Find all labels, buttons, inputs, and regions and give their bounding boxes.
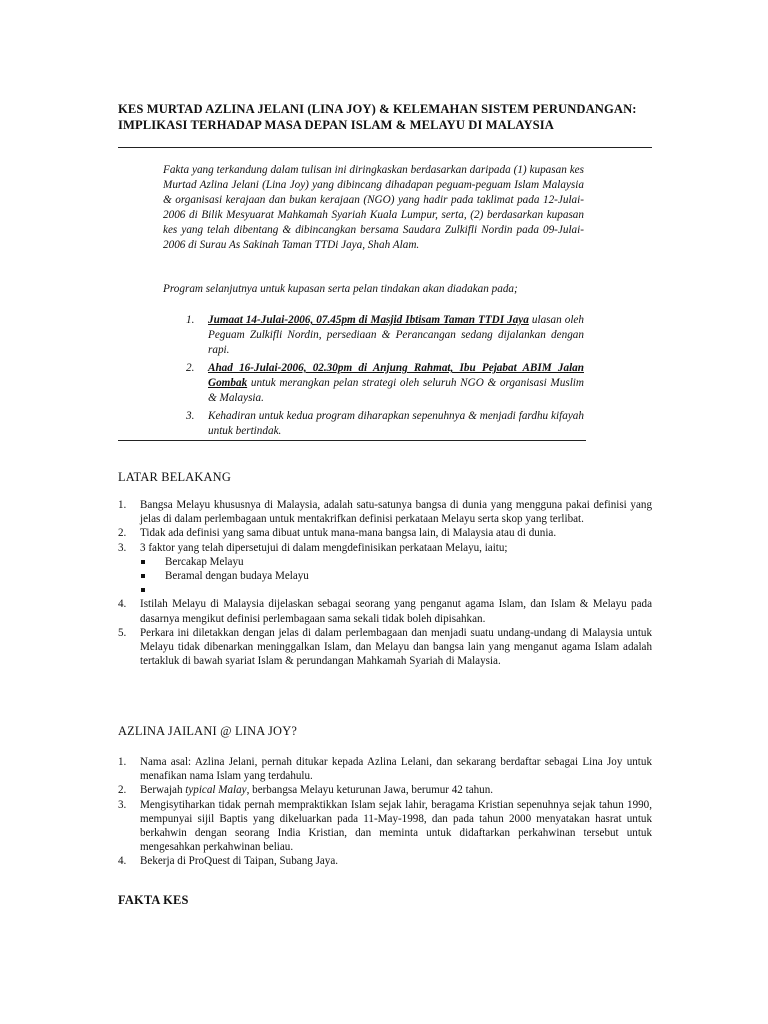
list-item (118, 498, 652, 526)
event-number: 2. (186, 362, 195, 374)
list-text: Bangsa Melayu khususnya di Malaysia, adalah satu-satunya bangsa di dunia yang mengguna pakai definisi yang jelas di dalam perlembagaan untuk mentakrifkan definisi perkataan Melayu serta skop yang terlibat. (140, 499, 652, 526)
list-text: Perkara ini diletakkan dengan jelas di dalam perlembagaan dan menjadi suatu undang-undang di Malaysia untuk Melayu tidak dibenarkan meninggalkan Islam, dan Melayu dan bangsa lain yang menganut agama Islam adalah tertakluk di bawah syariat Islam & perundangan Mahkamah Syariah di Malaysia. (140, 626, 652, 668)
event-item (163, 313, 584, 358)
event-text: ulasan oleh Peguam Zulkifli Nordin, persediaan & Perancangan sedang dijalankan dengan rapi. (208, 314, 584, 356)
list-text: , berbangsa Melayu keturunan Jawa, berumur 42 tahun. (246, 784, 494, 797)
list-text: Nama asal: Azlina Jelani, pernah ditukar kepada Azlina Lelani, dan sekarang berdaftar sebagai Lina Joy untuk menafikan nama Islam yang terdahulu. (140, 756, 652, 783)
list-number: 4. (118, 598, 127, 611)
list-item (118, 798, 652, 855)
event-date: Jumaat 14-Julai-2006, 07.45pm di Masjid Ibtisam Taman TTDI Jaya (208, 314, 529, 326)
square-bullet-icon (141, 588, 145, 592)
square-bullet-icon (141, 574, 145, 578)
section-heading-azlina-jailani: AZLINA JAILANI @ LINA JOY? (118, 724, 298, 738)
bullet-item (140, 583, 652, 597)
list-item (118, 755, 652, 783)
list-text: Istilah Melayu di Malaysia dijelaskan sebagai seorang yang penganut agama Islam, dan Islam & Melayu pada dasarnya mengikut definisi perlembagaan sama sekali tidak boleh dipisahkan. (140, 598, 652, 625)
list-item (118, 626, 652, 669)
title-line-2: IMPLIKASI TERHADAP MASA DEPAN ISLAM & MELAYU DI MALAYSIA (118, 118, 554, 132)
list-item (118, 854, 652, 868)
event-text: Kehadiran untuk kedua program diharapkan sepenuhnya & menjadi fardhu kifayah untuk bertindak. (208, 410, 584, 437)
event-date: Ahad 16-Julai-2006, 02.30pm di Anjung Rahmat, Ibu Pejabat ABIM Jalan Gombak (208, 362, 584, 389)
bullet-text: Beramal dengan budaya Melayu (165, 570, 309, 583)
document-title (118, 101, 658, 133)
list-text: 3 faktor yang telah dipersetujui di dalam mengdefinisikan perkataan Melayu, iaitu; (140, 541, 508, 554)
event-number: 1. (186, 314, 195, 326)
bullet-item (140, 555, 652, 569)
azlina-jailani-list (118, 755, 652, 869)
list-number: 1. (118, 756, 127, 768)
list-item (118, 597, 652, 625)
event-number: 3. (186, 410, 195, 422)
list-number: 3. (118, 541, 127, 554)
bullet-text: Bercakap Melayu (165, 555, 244, 568)
summary-divider (118, 440, 586, 441)
list-text: Bekerja di ProQuest di Taipan, Subang Jaya. (140, 855, 339, 868)
list-item (118, 783, 652, 797)
list-text: Mengisytiharkan tidak pernah mempraktikkan Islam sejak lahir, beragama Kristian sepenuhnya sejak tahun 1990, mempunyai sijil Baptis yang dikeluarkan pada 11-May-1998, dan pada tahun 2000 menyatakan hasrat untuk berkahwin dengan seorang India Kristian, dan meminta untuk didaftarkan perkahwinan tersebut untuk mengesahkan perkahwinan beliau. (140, 798, 652, 854)
list-number: 4. (118, 855, 127, 868)
list-number: 2. (118, 784, 127, 797)
list-text-prefix: Berwajah (140, 784, 186, 797)
list-item (118, 526, 652, 540)
square-bullet-icon (141, 560, 145, 564)
title-line-1: KES MURTAD AZLINA JELANI (LINA JOY) & KELEMAHAN SISTEM PERUNDANGAN: (118, 102, 637, 116)
title-divider (118, 147, 652, 148)
event-list (163, 313, 584, 442)
section-heading-fakta-kes: FAKTA KES (118, 893, 189, 907)
section-heading-latar-belakang: LATAR BELAKANG (118, 470, 231, 484)
list-item (118, 541, 652, 598)
list-number: 3. (118, 798, 127, 811)
list-number: 2. (118, 527, 127, 540)
event-item (163, 409, 584, 439)
list-number: 1. (118, 499, 127, 511)
latar-belakang-list (118, 498, 652, 668)
list-number: 5. (118, 626, 127, 639)
event-text: untuk merangkan pelan strategi oleh seluruh NGO & organisasi Muslim & Malaysia. (208, 377, 584, 404)
summary-paragraph: Fakta yang terkandung dalam tulisan ini diringkaskan berdasarkan daripada (1) kupasan kes Murtad Azlina Jelani (Lina Joy) yang dibincang dihadapan peguam-peguam Islam Malaysia & organisasi kerajaan dan bukan kerajaan (NGO) yang hadir pada taklimat pada 12-Julai-2006 di Bilik Mesyuarat Mahkamah Syariah Kuala Lumpur, serta, (2) berdasarkan kupasan kes yang telah dibentang & dibincangkan bersama Saudara Zulkifli Nordin pada 09-Julai-2006 di Surau As Sakinah Taman TTDi Jaya, Shah Alam. (163, 164, 584, 251)
list-text-emphasis: typical Malay (185, 784, 247, 797)
event-item (163, 361, 584, 406)
factor-bullet-list (140, 555, 652, 598)
bullet-item (140, 569, 652, 583)
list-text: Tidak ada definisi yang sama dibuat untuk mana-mana bangsa lain, di Malaysia atau di dunia. (140, 527, 557, 540)
program-intro: Program selanjutnya untuk kupasan serta pelan tindakan akan diadakan pada; (163, 283, 518, 295)
